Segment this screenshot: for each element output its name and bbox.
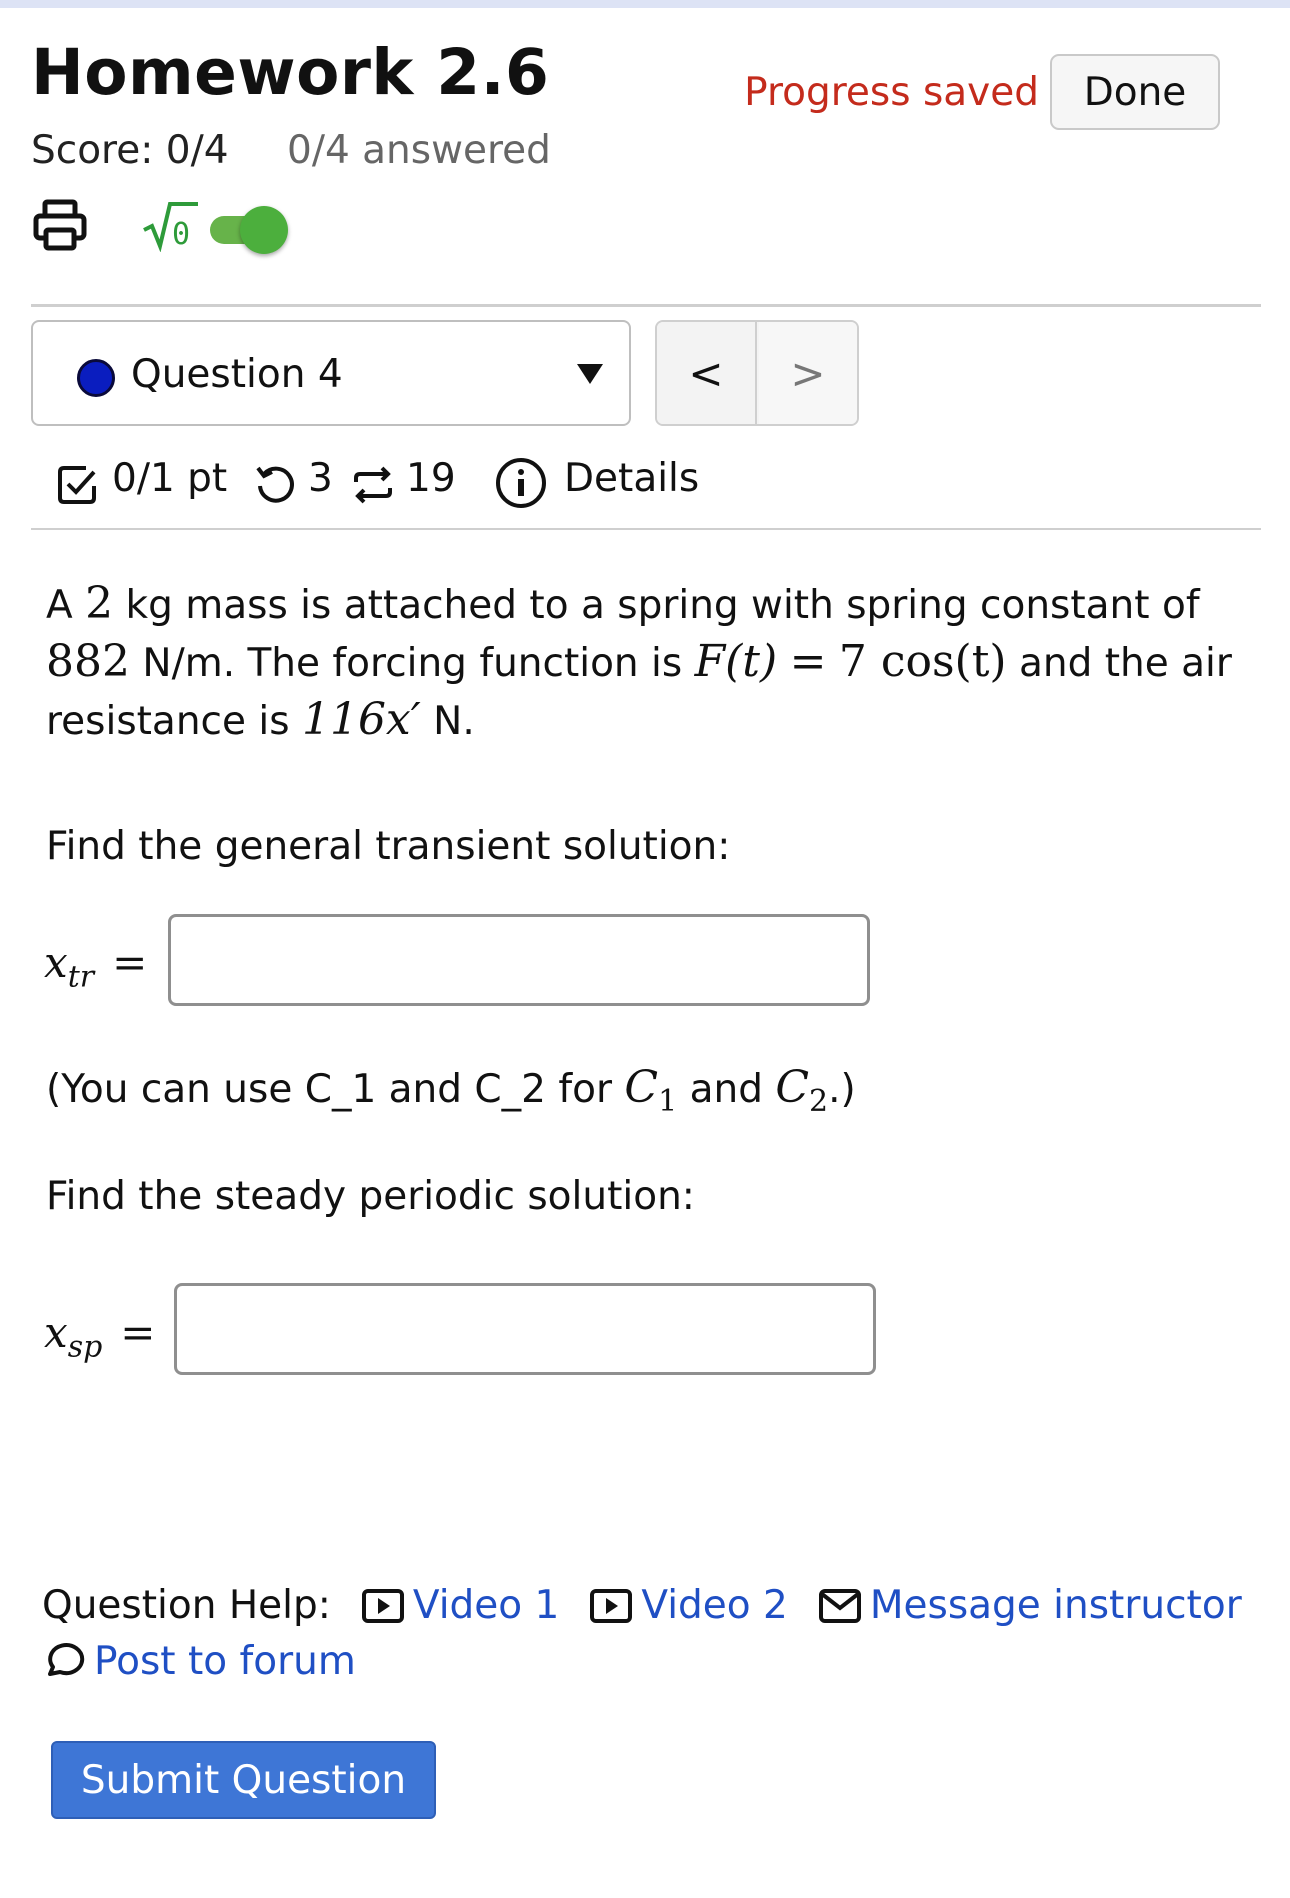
submit-question-button[interactable]: Submit Question [51,1741,436,1819]
steady-variable-label [44,1308,156,1364]
attempts-icon [350,464,396,506]
math-entry-toggle[interactable] [206,206,290,252]
problem-text: N/m. The forcing function is [142,641,683,686]
print-icon[interactable] [31,196,89,254]
spring-constant-value: 882 [46,636,130,687]
equals-sign: = [112,938,148,987]
forcing-function-lhs: F(t) [694,636,778,687]
question-status-dot-icon [77,359,115,397]
hint-text: .) [828,1067,856,1112]
variable-symbol: x [44,938,68,987]
svg-text:0: 0 [172,217,191,252]
transient-prompt: Find the general transient solution: [46,824,731,869]
done-button[interactable]: Done [1050,54,1220,130]
post-to-forum-label: Post to forum [94,1639,356,1684]
toggle-knob [240,206,288,254]
constant-c2-subscript: 2 [809,1083,829,1119]
video-2-label: Video 2 [641,1583,788,1628]
attempts-count: 19 [406,456,456,501]
resistance-value: 116x′ [301,694,421,745]
details-link[interactable]: Details [564,456,700,501]
question-select-label: Question 4 [131,352,343,397]
transient-solution-input[interactable] [168,914,870,1006]
forcing-function-rhs: 7 cos(t) [838,636,1007,687]
steady-periodic-solution-input[interactable] [174,1283,876,1375]
caret-down-icon [577,364,603,384]
top-accent-bar [0,0,1290,8]
question-select[interactable] [31,320,631,426]
message-instructor-link[interactable] [818,1583,1242,1628]
previous-question-button[interactable]: < [657,322,757,424]
problem-text: and the air resistance is [46,641,1232,744]
problem-text: kg mass is attached to a spring with spring constant of [125,583,1200,628]
question-help-label: Question Help: [42,1583,331,1628]
answered-count: 0/4 answered [287,128,551,173]
divider [31,528,1261,530]
steady-periodic-prompt: Find the steady periodic solution: [46,1174,695,1219]
mass-value: 2 [85,578,114,629]
variable-subscript: tr [67,959,95,995]
page-title: Homework 2.6 [31,36,550,109]
video-1-label: Video 1 [412,1583,560,1628]
message-instructor-label: Message instructor [869,1583,1242,1628]
hint-text: and [689,1067,763,1112]
post-to-forum-link[interactable] [42,1639,356,1684]
retries-count: 3 [308,456,333,501]
variable-symbol: x [44,1308,68,1357]
retry-icon [254,464,298,506]
checkbox-icon [56,464,98,506]
video-2-link[interactable] [589,1583,787,1628]
constant-c1: C [624,1062,659,1113]
video-1-link[interactable] [361,1583,559,1628]
constants-hint [46,1062,856,1119]
problem-text: N. [433,699,475,744]
question-pager [655,320,859,426]
equals-sign: = [789,636,827,687]
problem-text: A [46,583,73,628]
info-icon[interactable] [494,456,548,510]
video-icon [361,1588,405,1624]
mail-icon [818,1588,862,1624]
points-value: 0/1 pt [112,456,228,501]
score-label: Score: 0/4 [31,128,229,173]
divider [31,304,1261,307]
constant-c2: C [775,1062,810,1113]
problem-statement [46,576,1246,750]
hint-text: (You can use C_1 and C_2 for [46,1067,612,1112]
progress-status: Progress saved [744,70,1039,115]
question-help [42,1578,1262,1690]
video-icon [589,1588,633,1624]
transient-variable-label [44,938,147,994]
chat-icon [42,1640,86,1680]
variable-subscript: sp [67,1329,103,1365]
next-question-button[interactable]: > [759,322,857,424]
math-toggle-icon [140,196,200,252]
equals-sign: = [120,1308,156,1357]
constant-c1-subscript: 1 [658,1083,678,1119]
